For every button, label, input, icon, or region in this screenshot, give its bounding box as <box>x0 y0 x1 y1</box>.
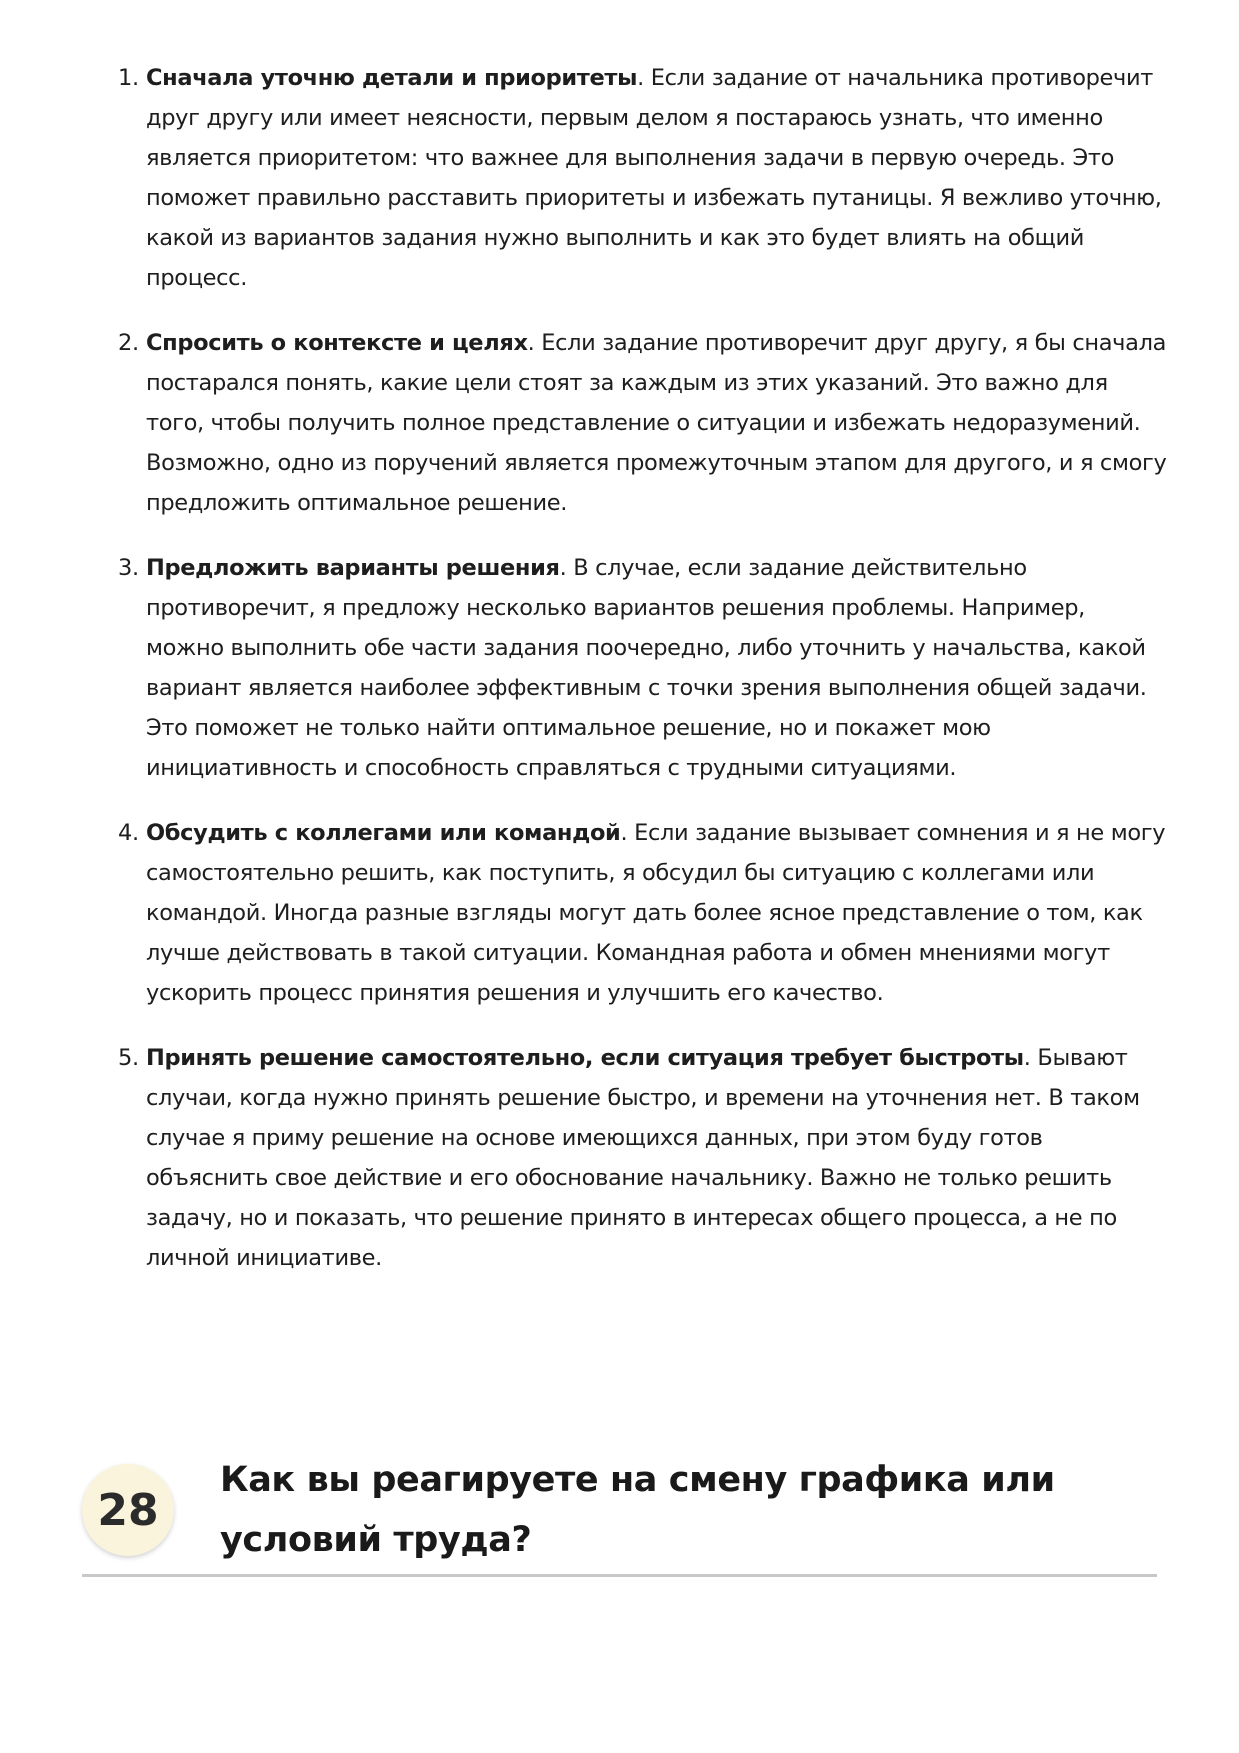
list-item <box>118 813 1168 1013</box>
item-text: . В случае, если задание действительно противоречит, я предложу несколько вариантов решения проблемы. Например, можно выполнить обе части задания поочередно, либо уточнить у начальства, какой вариант является наиболее эффективным с точки зрения выполнения общей задачи. Это поможет не только найти оптимальное решение, но и покажет мою инициативность и способность справляться с трудными ситуациями. <box>146 555 1147 781</box>
question-number-badge: 28 <box>82 1464 174 1556</box>
item-number: 3. <box>118 555 139 581</box>
item-title: Спросить о контексте и целях <box>146 330 528 356</box>
question-title: Как вы реагируете на смену графика или условий труда? <box>220 1460 1055 1560</box>
item-text: . Если задание противоречит друг другу, я бы сначала постарался понять, какие цели стоят за каждым из этих указаний. Это важно для того, чтобы получить полное представление о ситуации и избежать недоразумений. Возможно, одно из поручений является промежуточным этапом для другого, и я смогу предложить оптимальное решение. <box>146 330 1167 516</box>
list-item <box>118 548 1168 788</box>
item-number: 4. <box>118 820 139 846</box>
item-title: Принять решение самостоятельно, если ситуация требует быстроты <box>146 1045 1024 1071</box>
item-title: Обсудить с коллегами или командой <box>146 820 621 846</box>
item-text: . Бывают случаи, когда нужно принять решение быстро, и времени на уточнения нет. В таком случае я приму решение на основе имеющихся данных, при этом буду готов объяснить свое действие и его обоснование начальнику. Важно не только решить задачу, но и показать, что решение принято в интересах общего процесса, а не по личной инициативе. <box>146 1045 1140 1271</box>
item-number: 2. <box>118 330 139 356</box>
item-number: 5. <box>118 1045 139 1071</box>
item-text: . Если задание от начальника противоречит друг другу или имеет неясности, первым делом я постараюсь узнать, что именно является приоритетом: что важнее для выполнения задачи в первую очередь. Это поможет правильно расставить приоритеты и избежать путаницы. Я вежливо уточню, какой из вариантов задания нужно выполнить и как это будет влиять на общий процесс. <box>146 65 1162 291</box>
item-text: . Если задание вызывает сомнения и я не могу самостоятельно решить, как поступить, я обсудил бы ситуацию с коллегами или командой. Иногда разные взгляды могут дать более ясное представление о том, как лучше действовать в такой ситуации. Командная работа и обмен мнениями могут ускорить процесс принятия решения и улучшить его качество. <box>146 820 1166 1006</box>
question-block <box>82 1450 1157 1577</box>
answer-list <box>118 58 1168 1303</box>
item-title: Предложить варианты решения <box>146 555 560 581</box>
list-item <box>118 323 1168 523</box>
item-number: 1. <box>118 65 139 91</box>
item-title: Сначала уточню детали и приоритеты <box>146 65 638 91</box>
list-item <box>118 1038 1168 1278</box>
list-item <box>118 58 1168 298</box>
